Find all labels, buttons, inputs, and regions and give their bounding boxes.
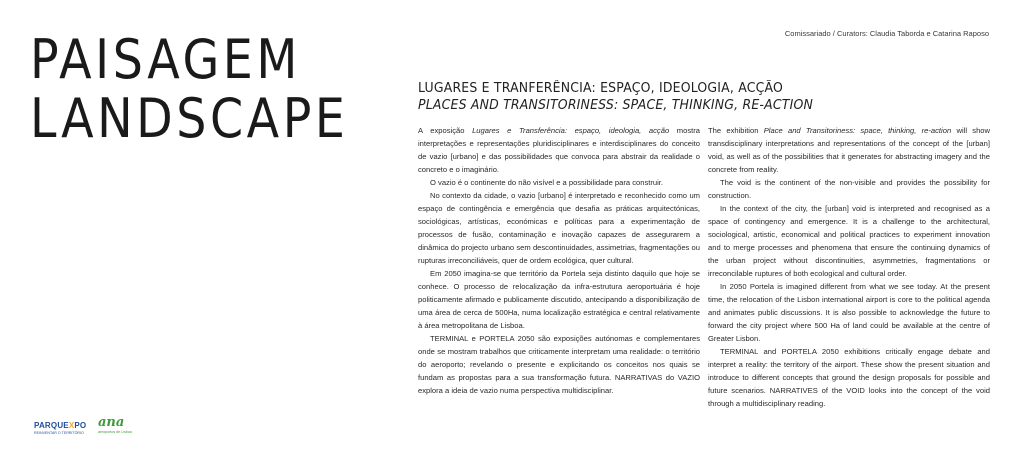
exhibition-subtitle [418, 80, 813, 114]
paragraph: In 2050 Portela is imagined different from what we see today. At the present time, the relocation of the Lisbon international airport is core to the political agenda and animates public discussions. It is also possible to acknowledge the future to forward the city project where 500 Ha of land could be available at the centre of Greater Lisbon. [708, 282, 990, 343]
paragraph: Em 2050 imagina-se que território da Portela seja distinto daquilo que hoje se conhece. O processo de relocalização da infra-estrutura aeroportuária é hoje politicamente afirmado e publicamente discutido, antecipando a disponibilização de uma área de cerca de 500Ha, numa localização estratégica e central relativamente à área metropolitana de Lisboa. [418, 269, 700, 330]
ana-airports-logo: ana aeroportos de Lisboa [98, 415, 132, 434]
exhibition-name-italic: Place and Transitoriness: space, thinking, re-action [763, 126, 952, 135]
paragraph: In the context of the city, the [urban] void is interpreted and recognised as a space of contingency and emergence. It is a challenge to the architectural, sociological, artistic, economical and political practices to experiment innovation and to merge processes and phenomena that ensure the continuing dynamics of the urban project without discontinuities, asymmetries, fragmentations or irreconcilable ruptures of both ecological and cultural order. [708, 204, 990, 278]
text-column-portuguese [418, 124, 700, 397]
title-line-pt: PAISAGEM [30, 28, 301, 91]
paragraph: No contexto da cidade, o vazio [urbano] é interpretado e reconhecido como um espaço de contingência e emergência que desafia as práticas arquitectónicas, sociológicas, artísticas, económicas e políticas para a experimentação de processos de fusão, contaminação e inovação capazes de assegurarem a dinâmica do projecto urbano sem descontinuidades, assimetrias, fragmentações ou rupturas irreconciliáveis, quer de ordem ecológica, quer cultural. [418, 191, 700, 265]
subtitle-en: PLACES AND TRANSITORINESS: SPACE, THINKING, RE-ACTION [418, 98, 813, 113]
paragraph: TERMINAL and PORTELA 2050 exhibitions critically engage debate and interpret a reality: the territory of the airport. These show the present situation and introduce to different concepts that ground the design proposals for possible and future scenarios. NARRATIVES of the VOID looks into the concept of the void through a multidisciplinary reading. [708, 347, 990, 408]
exhibition-name-italic: Lugares e Transferência: espaço, ideologia, acção [472, 126, 670, 135]
paragraph: The void is the continent of the non-visible and provides the possibility for construction. [708, 178, 990, 200]
subtitle-pt: LUGARES E TRANFERÊNCIA: ESPAÇO, IDEOLOGIA, ACÇÃO [418, 81, 784, 96]
curators-credit: Comissariado / Curators: Claudia Taborda e Catarina Raposo [784, 29, 989, 38]
parque-expo-logo: PARQUEXPO REINVENTAR O TERRITÓRIO [34, 421, 87, 435]
paragraph: O vazio é o continente do não visível e a possibilidade para construir. [430, 178, 664, 187]
paragraph: The exhibition Place and Transitoriness: space, thinking, re-action will show transdisciplinary interpretations and representations of the concept of the [urban] void, as well as of the possibilities that it generates for abstracting imagery and the concrete from reality. [708, 126, 991, 174]
title-line-en: LANDSCAPE [30, 87, 349, 150]
exhibition-title [30, 30, 348, 148]
paragraph: TERMINAL e PORTELA 2050 são exposições autónomas e complementares onde se mostram trabalhos que criticamente interpretam uma realidade: o território do aeroporto; revelando o presente e explicitando os conceitos nos quais se fundam as propostas para a sua transformação futura. NARRATIVAS do VAZIO explora a ideia de vazio numa perspectiva multidisciplinar. [418, 334, 700, 395]
paragraph: A exposição Lugares e Transferência: espaço, ideologia, acção mostra interpretações e representações pluridisciplinares e interdisciplinares do conceito de vazio [urbano] e das possibilidades que convoca para abstrair da realidade o concreto e o imaginário. [418, 126, 700, 174]
text-column-english [708, 124, 990, 410]
